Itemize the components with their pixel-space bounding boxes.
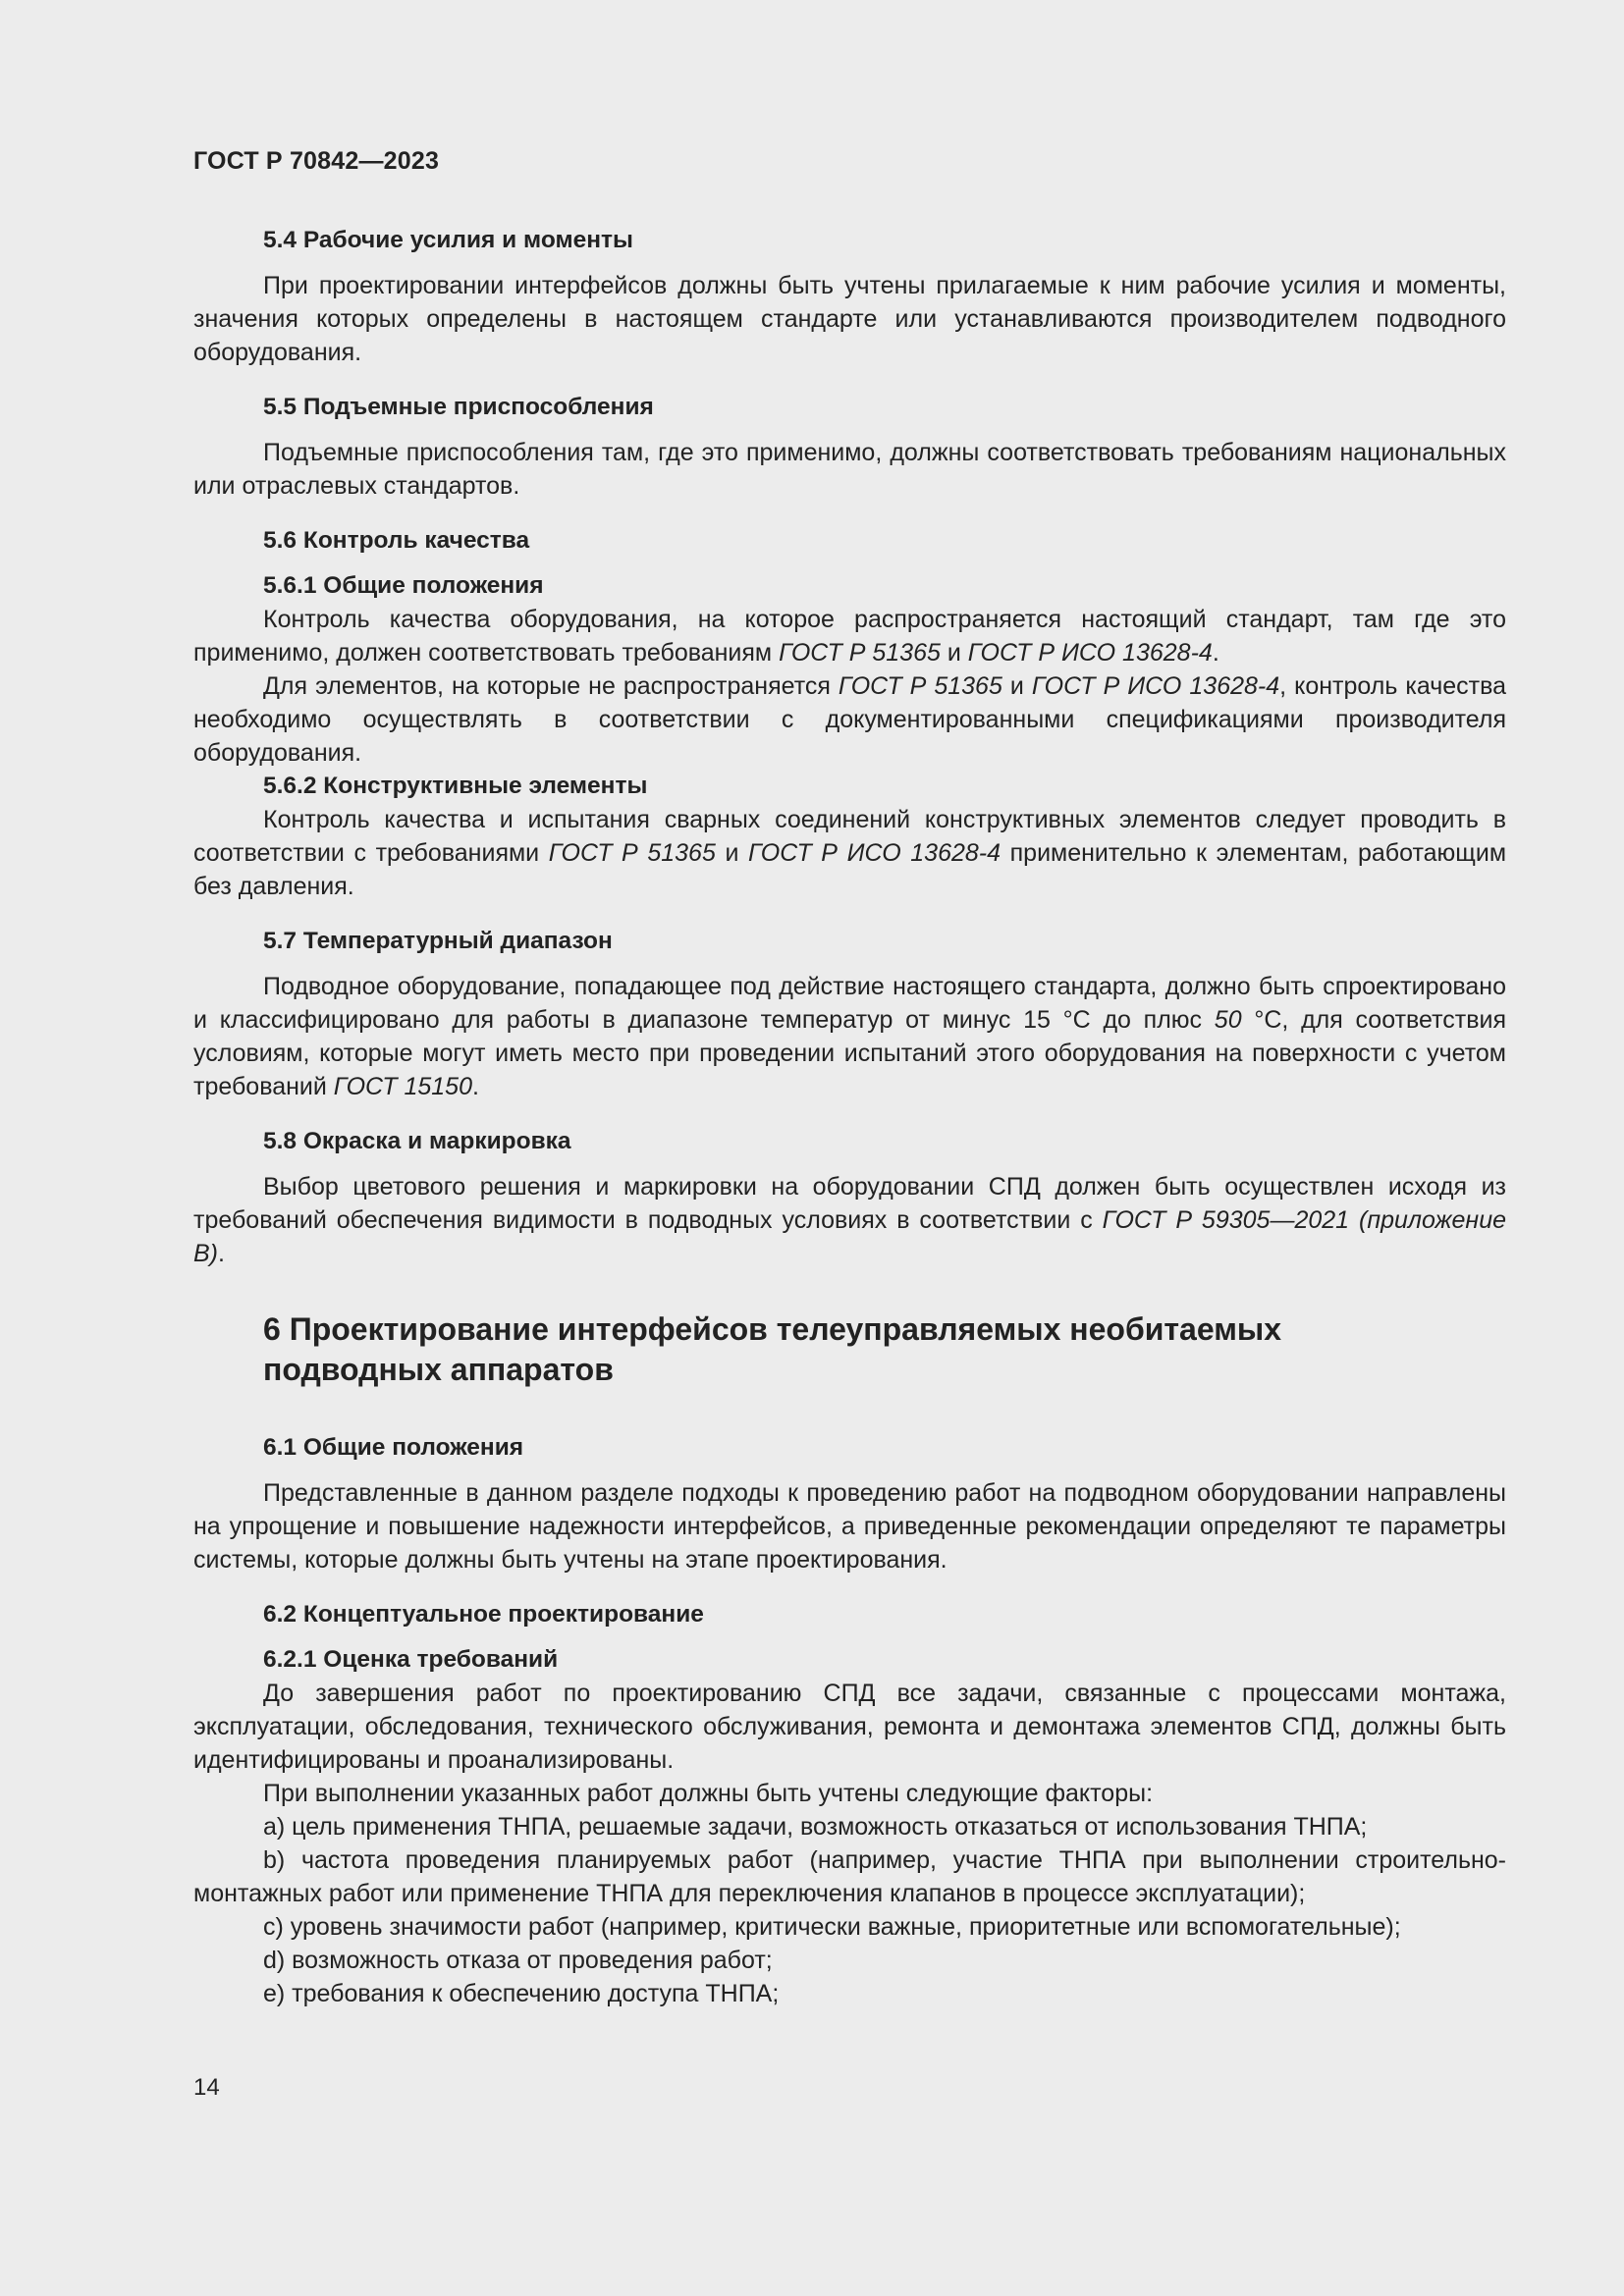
reference-gost-51365: ГОСТ Р 51365 — [779, 639, 941, 667]
page-number: 14 — [193, 2074, 220, 2101]
section-6-2-1-paragraph-1: До завершения работ по проектированию СПД все задачи, связанные с процессами монтажа, эксплуатации, обследования, технического обслуживания, ремонта и демонтажа элементов СПД, должны быть идентифицированы и проанализированы. — [193, 1680, 1506, 1774]
section-5-6-1-title: 5.6.1 Общие положения — [263, 572, 544, 599]
list-item-a: a) цель применения ТНПА, решаемые задачи, возможность отказаться от использования ТНПА; — [263, 1813, 1368, 1841]
reference-gost-iso-13628-4: ГОСТ Р ИСО 13628-4 — [967, 639, 1213, 667]
section-5-7-paragraph: Подводное оборудование, попадающее под действие настоящего стандарта, должно быть спроектировано и классифицировано для работы в диапазоне температур от минус 15 °С до плюс 50 °С, для соответствия условиям, которые могут иметь место при проведении испытаний этого оборудования на поверхности с учетом требований ГОСТ 15150. — [193, 973, 1506, 1100]
section-5-5-paragraph: Подъемные приспособления там, где это применимо, должны соответствовать требованиям национальных или отраслевых стандартов. — [193, 439, 1506, 500]
section-5-6-1-paragraph-1: Контроль качества оборудования, на которое распространяется настоящий стандарт, там где это применимо, должен соответствовать требованиям ГОСТ Р 51365 и ГОСТ Р ИСО 13628-4. — [193, 606, 1506, 667]
section-5-4-paragraph: При проектировании интерфейсов должны быть учтены прилагаемые к ним рабочие усилия и моменты, значения которых определены в настоящем стандарте или устанавливаются производителем подводного оборудования. — [193, 272, 1506, 366]
section-5-8-title: 5.8 Окраска и маркировка — [263, 1128, 571, 1154]
section-5-7-title: 5.7 Температурный диапазон — [263, 928, 613, 954]
temperature-value: 50 — [1214, 1006, 1242, 1034]
reference-gost-51365: ГОСТ Р 51365 — [838, 672, 1002, 700]
section-6-1-paragraph: Представленные в данном разделе подходы к проведению работ на подводном оборудовании направлены на упрощение и повышение надежности интерфейсов, а приведенные рекомендации определяют те параметры системы, которые должны быть учтены на этапе проектирования. — [193, 1479, 1506, 1574]
section-5-6-2-title: 5.6.2 Конструктивные элементы — [263, 773, 648, 799]
section-5-4-title: 5.4 Рабочие усилия и моменты — [263, 227, 633, 253]
section-6-2-title: 6.2 Концептуальное проектирование — [263, 1601, 704, 1628]
section-6-2-1-paragraph-2: При выполнении указанных работ должны быть учтены следующие факторы: — [263, 1780, 1154, 1807]
section-6-1-title: 6.1 Общие положения — [263, 1434, 524, 1461]
reference-gost-51365: ГОСТ Р 51365 — [548, 839, 716, 867]
section-6-title: 6 Проектирование интерфейсов телеуправляемых необитаемых подводных аппаратов — [263, 1311, 1282, 1387]
section-5-5-title: 5.5 Подъемные приспособления — [263, 394, 654, 420]
list-item-e: e) требования к обеспечению доступа ТНПА; — [263, 1980, 780, 2007]
reference-gost-59305: ГОСТ Р 59305—2021 (приложение В) — [193, 1206, 1507, 1267]
list-item-c: c) уровень значимости работ (например, критически важные, приоритетные или вспомогательные); — [263, 1913, 1401, 1941]
list-item-b: b) частота проведения планируемых работ (например, участие ТНПА при выполнении строительно-монтажных работ или применение ТНПА для переключения клапанов в процессе эксплуатации); — [193, 1846, 1506, 1907]
page-content — [193, 147, 1506, 2010]
reference-gost-iso-13628-4: ГОСТ Р ИСО 13628-4 — [748, 839, 1001, 867]
section-5-6-2-paragraph: Контроль качества и испытания сварных соединений конструктивных элементов следует проводить в соответствии с требованиями ГОСТ Р 51365 и ГОСТ Р ИСО 13628-4 применительно к элементам, работающим без давления. — [193, 806, 1507, 900]
section-5-8-paragraph: Выбор цветового решения и маркировки на оборудовании СПД должен быть осуществлен исходя из требований обеспечения видимости в подводных условиях в соответствии с ГОСТ Р 59305—2021 (приложение В). — [193, 1173, 1507, 1267]
list-item-d: d) возможность отказа от проведения работ; — [263, 1947, 773, 1974]
reference-gost-15150: ГОСТ 15150 — [333, 1073, 472, 1100]
reference-gost-iso-13628-4: ГОСТ Р ИСО 13628-4 — [1031, 672, 1280, 700]
document-code-header: ГОСТ Р 70842—2023 — [193, 147, 440, 175]
section-5-6-title: 5.6 Контроль качества — [263, 527, 530, 554]
section-5-6-1-paragraph-2: Для элементов, на которые не распространяется ГОСТ Р 51365 и ГОСТ Р ИСО 13628-4, контроль качества необходимо осуществлять в соответствии с документированными спецификациями производителя оборудования. — [193, 672, 1506, 767]
section-6-2-1-title: 6.2.1 Оценка требований — [263, 1646, 559, 1673]
